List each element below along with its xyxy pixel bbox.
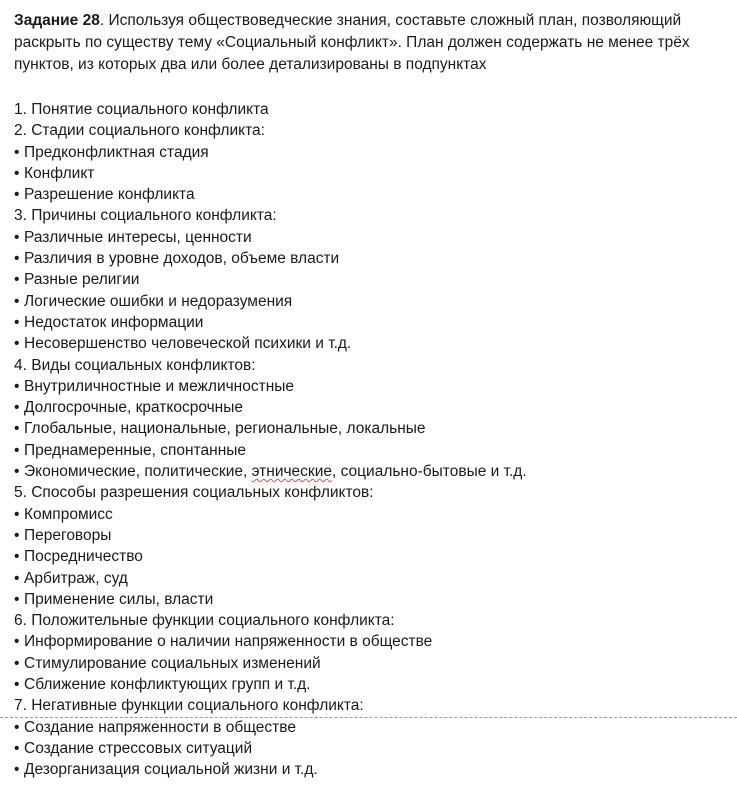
section-3-item: • Несовершенство человеческой психики и т.д. xyxy=(14,333,729,354)
section-5-item: • Применение силы, власти xyxy=(14,589,729,610)
section-3-item: • Различия в уровне доходов, объеме власти xyxy=(14,248,729,269)
section-5-item: • Посредничество xyxy=(14,546,729,567)
section-7-item: • Создание стрессовых ситуаций xyxy=(14,738,729,759)
spellcheck-marked-word: этнические xyxy=(251,463,332,481)
section-6-item: • Стимулирование социальных изменений xyxy=(14,653,729,674)
section-4-item: • Глобальные, национальные, региональные, локальные xyxy=(14,418,729,439)
section-6-item: • Сближение конфликтующих групп и т.д. xyxy=(14,674,729,695)
section-7-item: • Создание напряженности в обществе xyxy=(14,717,729,738)
section-3-item: • Различные интересы, ценности xyxy=(14,227,729,248)
section-5-item: • Переговоры xyxy=(14,525,729,546)
section-4-item: • Внутриличностные и межличностные xyxy=(14,376,729,397)
section-2-item: • Разрешение конфликта xyxy=(14,184,729,205)
section-7-item: • Дезорганизация социальной жизни и т.д. xyxy=(14,759,729,780)
section-3-title: 3. Причины социального конфликта: xyxy=(14,207,277,225)
section-3-item: • Разные религии xyxy=(14,269,729,290)
task-statement xyxy=(14,10,729,76)
task-text: . Используя обществоведческие знания, составьте сложный план, позволяющий раскрыть по существу тему «Социальный конфликт». План должен содержать не менее трёх пунктов, из которых два или более детализированы в подпунктах xyxy=(14,12,690,73)
section-3-item: • Логические ошибки и недоразумения xyxy=(14,291,729,312)
item-text-part: , социально-бытовые и т.д. xyxy=(332,463,527,481)
section-6-item: • Информирование о наличии напряженности в обществе xyxy=(14,631,729,652)
section-4-title: 4. Виды социальных конфликтов: xyxy=(14,356,256,374)
section-2-title: 2. Стадии социального конфликта: xyxy=(14,122,265,140)
section-7-title: 7. Негативные функции социального конфликта: xyxy=(14,697,364,715)
complex-plan xyxy=(14,99,729,781)
section-1-title: 1. Понятие социального конфликта xyxy=(14,101,269,118)
item-text-part: Экономические, политические, xyxy=(24,463,252,481)
section-4-item-last xyxy=(14,461,729,482)
section-2-item: • Предконфликтная стадия xyxy=(14,142,729,163)
section-2-item: • Конфликт xyxy=(14,163,729,184)
section-5-item: • Арбитраж, суд xyxy=(14,568,729,589)
section-4-item: • Преднамеренные, спонтанные xyxy=(14,440,729,461)
section-4-item: • Долгосрочные, краткосрочные xyxy=(14,397,729,418)
section-6-title: 6. Положительные функции социального конфликта: xyxy=(14,612,395,630)
task-label: Задание 28 xyxy=(14,12,100,29)
document-page xyxy=(14,10,729,781)
section-5-item: • Компромисс xyxy=(14,504,729,525)
section-3-item: • Недостаток информации xyxy=(14,312,729,333)
section-5-title: 5. Способы разрешения социальных конфликтов: xyxy=(14,484,374,502)
